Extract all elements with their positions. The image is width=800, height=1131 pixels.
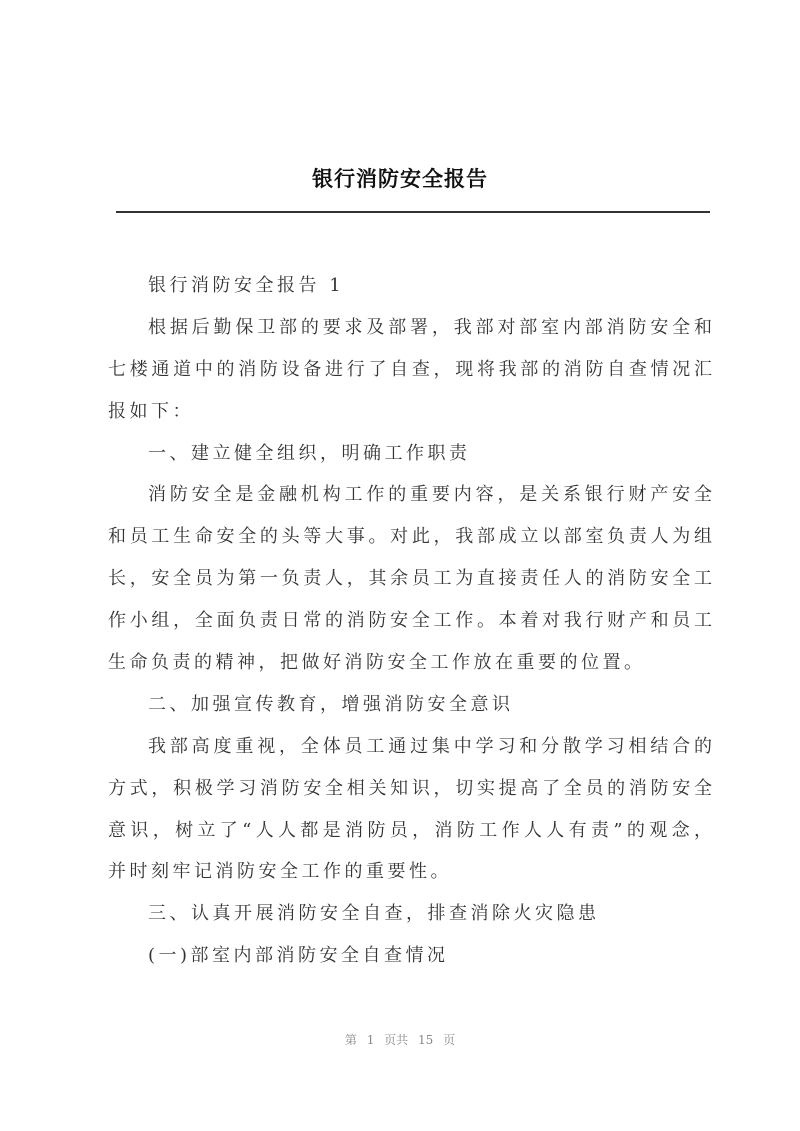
- text-line: 作小组，全面负责日常的消防安全工作。本着对我行财产和员工: [108, 610, 712, 632]
- page-footer: 第 1 页共 15 页: [344, 1033, 456, 1047]
- text-line: 和员工生命安全的头等大事。对此，我部成立以部室负责人为组: [108, 526, 712, 548]
- text-line: 一、建立健全组织，明确工作职责: [148, 442, 471, 464]
- text-line: 意识，树立了“人人都是消防员，消防工作人人有责”的观念，: [108, 819, 712, 841]
- paragraph: [108, 684, 712, 726]
- text-line: 报如下：: [108, 400, 194, 422]
- text-line: 消防安全是金融机构工作的重要内容，是关系银行财产安全: [148, 484, 712, 506]
- paragraph: [108, 265, 712, 307]
- paragraph: [108, 433, 712, 475]
- document-title: 银行消防安全报告: [312, 167, 488, 191]
- text-line: 长，安全员为第一负责人，其余员工为直接责任人的消防安全工: [108, 568, 712, 590]
- text-line: 生命负责的精神，把做好消防安全工作放在重要的位置。: [108, 652, 646, 674]
- text-line: (一)部室内部消防安全自查情况: [148, 945, 449, 967]
- document-body: [108, 265, 712, 977]
- paragraph: [108, 307, 712, 433]
- text-line: 银行消防安全报告 1: [148, 275, 345, 296]
- text-line: 七楼通道中的消防设备进行了自查，现将我部的消防自查情况汇: [108, 358, 712, 380]
- paragraph: [108, 935, 712, 977]
- title-divider: [116, 211, 710, 213]
- text-line: 我部高度重视，全体员工通过集中学习和分散学习相结合的: [148, 735, 712, 757]
- text-line: 根据后勤保卫部的要求及部署，我部对部室内部消防安全和: [148, 316, 712, 338]
- text-line: 方式，积极学习消防安全相关知识，切实提高了全员的消防安全: [108, 777, 712, 799]
- paragraph: [108, 726, 712, 894]
- text-line: 二、加强宣传教育，增强消防安全意识: [148, 693, 514, 715]
- paragraph: [108, 474, 712, 683]
- text-line: 三、认真开展消防安全自查，排查消除火灾隐患: [148, 903, 600, 925]
- text-line: 并时刻牢记消防安全工作的重要性。: [108, 861, 452, 883]
- paragraph: [108, 893, 712, 935]
